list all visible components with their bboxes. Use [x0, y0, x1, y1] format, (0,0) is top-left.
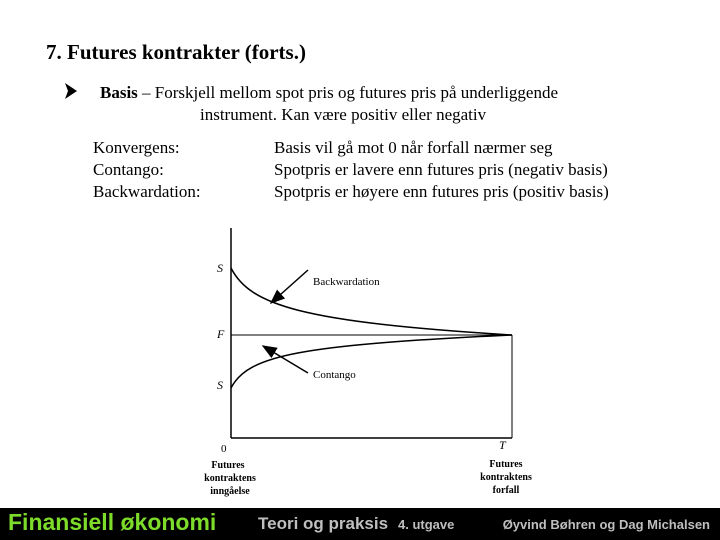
contango-curve	[231, 335, 512, 388]
start-label-line1: Futures	[211, 460, 245, 471]
definition-label-contango: Contango:	[93, 160, 164, 179]
basis-text-line2: instrument. Kan være positiv eller negativ	[200, 105, 487, 124]
futures-label: F	[217, 327, 225, 341]
end-label-line1: Futures	[489, 459, 523, 470]
footer-edition: 4. utgave	[398, 517, 455, 532]
definition-label-backwardation: Backwardation:	[93, 182, 201, 201]
definition-value-konvergens: Basis vil gå mot 0 når forfall nærmer seg	[274, 138, 553, 157]
footer-subtitle: Teori og praksis	[258, 514, 389, 533]
end-label-line3: forfall	[492, 485, 520, 496]
end-label-line2: kontraktens	[480, 472, 532, 483]
spot-label-top: S	[217, 261, 223, 275]
contango-label: Contango	[313, 369, 356, 381]
footer-banner	[0, 508, 720, 540]
start-label-line3: inngåelse	[210, 486, 250, 497]
basis-text-line1: – Forskjell mellom spot pris og futures pris på underliggende	[137, 83, 559, 102]
definition-value-contango: Spotpris er lavere enn futures pris (negativ basis)	[274, 160, 608, 179]
footer-authors: Øyvind Bøhren og Dag Michalsen	[502, 517, 710, 532]
slide-title: 7. Futures kontrakter (forts.)	[46, 40, 306, 64]
zero-label: 0	[221, 443, 227, 455]
spot-label-bottom: S	[217, 378, 223, 392]
backwardation-arrow	[271, 270, 308, 303]
footer-brand: Finansiell økonomi	[8, 509, 217, 535]
maturity-t-label: T	[499, 438, 506, 452]
definition-value-backwardation: Spotpris er høyere enn futures pris (positiv basis)	[274, 182, 609, 201]
backwardation-label: Backwardation	[313, 276, 380, 288]
start-label-line2: kontraktens	[204, 473, 256, 484]
basis-term: Basis	[100, 83, 138, 102]
definition-label-konvergens: Konvergens:	[93, 138, 180, 157]
